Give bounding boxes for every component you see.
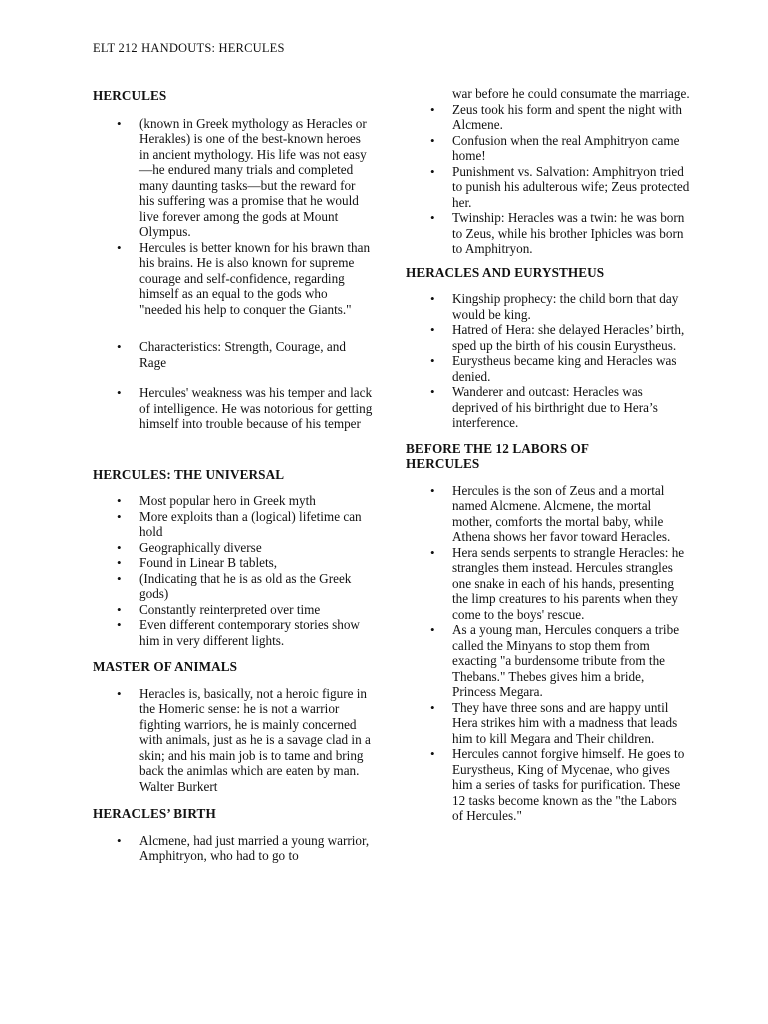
list-item: • Hercules is better known for his brawn than his brains. He is also known for supreme courage and self-confidence, regarding himself as an equal to the gods who "needed his help to conquer the Giants.": [93, 240, 373, 318]
list-item: • Hercules cannot forgive himself. He goes to Eurystheus, King of Mycenae, who gives him a series of tasks for purification. These 12 tasks become known as the "the Labors of Hercules.": [406, 746, 691, 824]
list-item: • (known in Greek mythology as Heracles or Herakles) is one of the best-known heroes in ancient mythology. His life was not easy—he endured many trials and completed many daunting tasks—but the reward for his suffering was a promise that he would live forever among the gods at Mount Olympus.: [93, 116, 373, 240]
section-title-hercules: HERCULES: [93, 88, 167, 103]
list-before-labors: [406, 483, 691, 824]
section-title-master-of-animals: MASTER OF ANIMALS: [93, 659, 238, 674]
list-heracles-birth-continued: [406, 102, 691, 257]
list-item: • Kingship prophecy: the child born that day would be king.: [406, 291, 691, 322]
list-item: • Twinship: Heracles was a twin: he was born to Zeus, while his brother Iphicles was born to Amphitryon.: [406, 210, 691, 257]
list-universal: [93, 493, 373, 648]
list-item: • Most popular hero in Greek myth: [93, 493, 373, 509]
list-item: • Constantly reinterpreted over time: [93, 602, 373, 618]
list-item: • Hercules' weakness was his temper and lack of intelligence. He was notorious for getting himself into trouble because of his temper: [93, 385, 373, 432]
page-header: ELT 212 HANDOUTS: HERCULES: [93, 41, 285, 55]
list-item: • (Indicating that he is as old as the Greek gods): [93, 571, 373, 602]
list-item: • Hercules is the son of Zeus and a mortal named Alcmene. Alcmene, the mortal mother, comforts the mortal baby, while Athena shows her favor toward Heracles.: [406, 483, 691, 545]
list-item: • Even different contemporary stories show him in very different lights.: [93, 617, 373, 648]
list-item: • Hera sends serpents to strangle Heracles: he strangles them instead. Hercules strangles one snake in each of his hands, presenting the limp creatures to his parents when they come to the boys' rescue.: [406, 545, 691, 623]
list-item: • Geographically diverse: [93, 540, 373, 556]
list-heracles-birth: [93, 833, 373, 864]
list-item: • Alcmene, had just married a young warrior, Amphitryon, who had to go to: [93, 833, 373, 864]
section-title-universal: HERCULES: THE UNIVERSAL: [93, 466, 285, 482]
left-column: [93, 86, 373, 864]
list-item: • Characteristics: Strength, Courage, and Rage: [93, 339, 373, 370]
list-item: • Found in Linear B tablets,: [93, 555, 373, 571]
list-master-of-animals: [93, 686, 373, 795]
list-item: • As a young man, Hercules conquers a tribe called the Minyans to stop them from exacting "a burdensome tribute from the Thebans." Thebes gives him a bride, Princess Megara.: [406, 622, 691, 700]
list-item: • Confusion when the real Amphitryon came home!: [406, 133, 691, 164]
list-item: • Hatred of Hera: she delayed Heracles’ birth, sped up the birth of his cousin Eurystheus.: [406, 322, 691, 353]
list-hercules: [93, 116, 373, 432]
list-item: • Zeus took his form and spent the night with Alcmene.: [406, 102, 691, 133]
list-eurystheus: [406, 291, 691, 431]
right-column: [406, 86, 691, 824]
list-item: • Wanderer and outcast: Heracles was deprived of his birthright due to Hera’s interference.: [406, 384, 691, 431]
section-title-heracles-birth: HERACLES’ BIRTH: [93, 806, 216, 821]
list-item: • Eurystheus became king and Heracles was denied.: [406, 353, 691, 384]
list-item: • They have three sons and are happy until Hera strikes him with a madness that leads him to kill Megara and Their children.: [406, 700, 691, 747]
section-title-eurystheus: HERACLES AND EURYSTHEUS: [406, 264, 605, 280]
section-title-before-labors: BEFORE THE 12 LABORS OF HERCULES: [406, 440, 589, 471]
list-item: • Heracles is, basically, not a heroic figure in the Homeric sense: he is not a warrior fighting warriors, he is mainly concerned with animals, just as he is a savage clad in a skin; and his main job is to tame and bring back the animlas which are eaten by man. Walter Burkert: [93, 686, 373, 795]
list-item: • More exploits than a (logical) lifetime can hold: [93, 509, 373, 540]
list-item-continuation: war before he could consumate the marriage.: [452, 86, 690, 101]
list-item: • Punishment vs. Salvation: Amphitryon tried to punish his adulterous wife; Zeus protected her.: [406, 164, 691, 211]
